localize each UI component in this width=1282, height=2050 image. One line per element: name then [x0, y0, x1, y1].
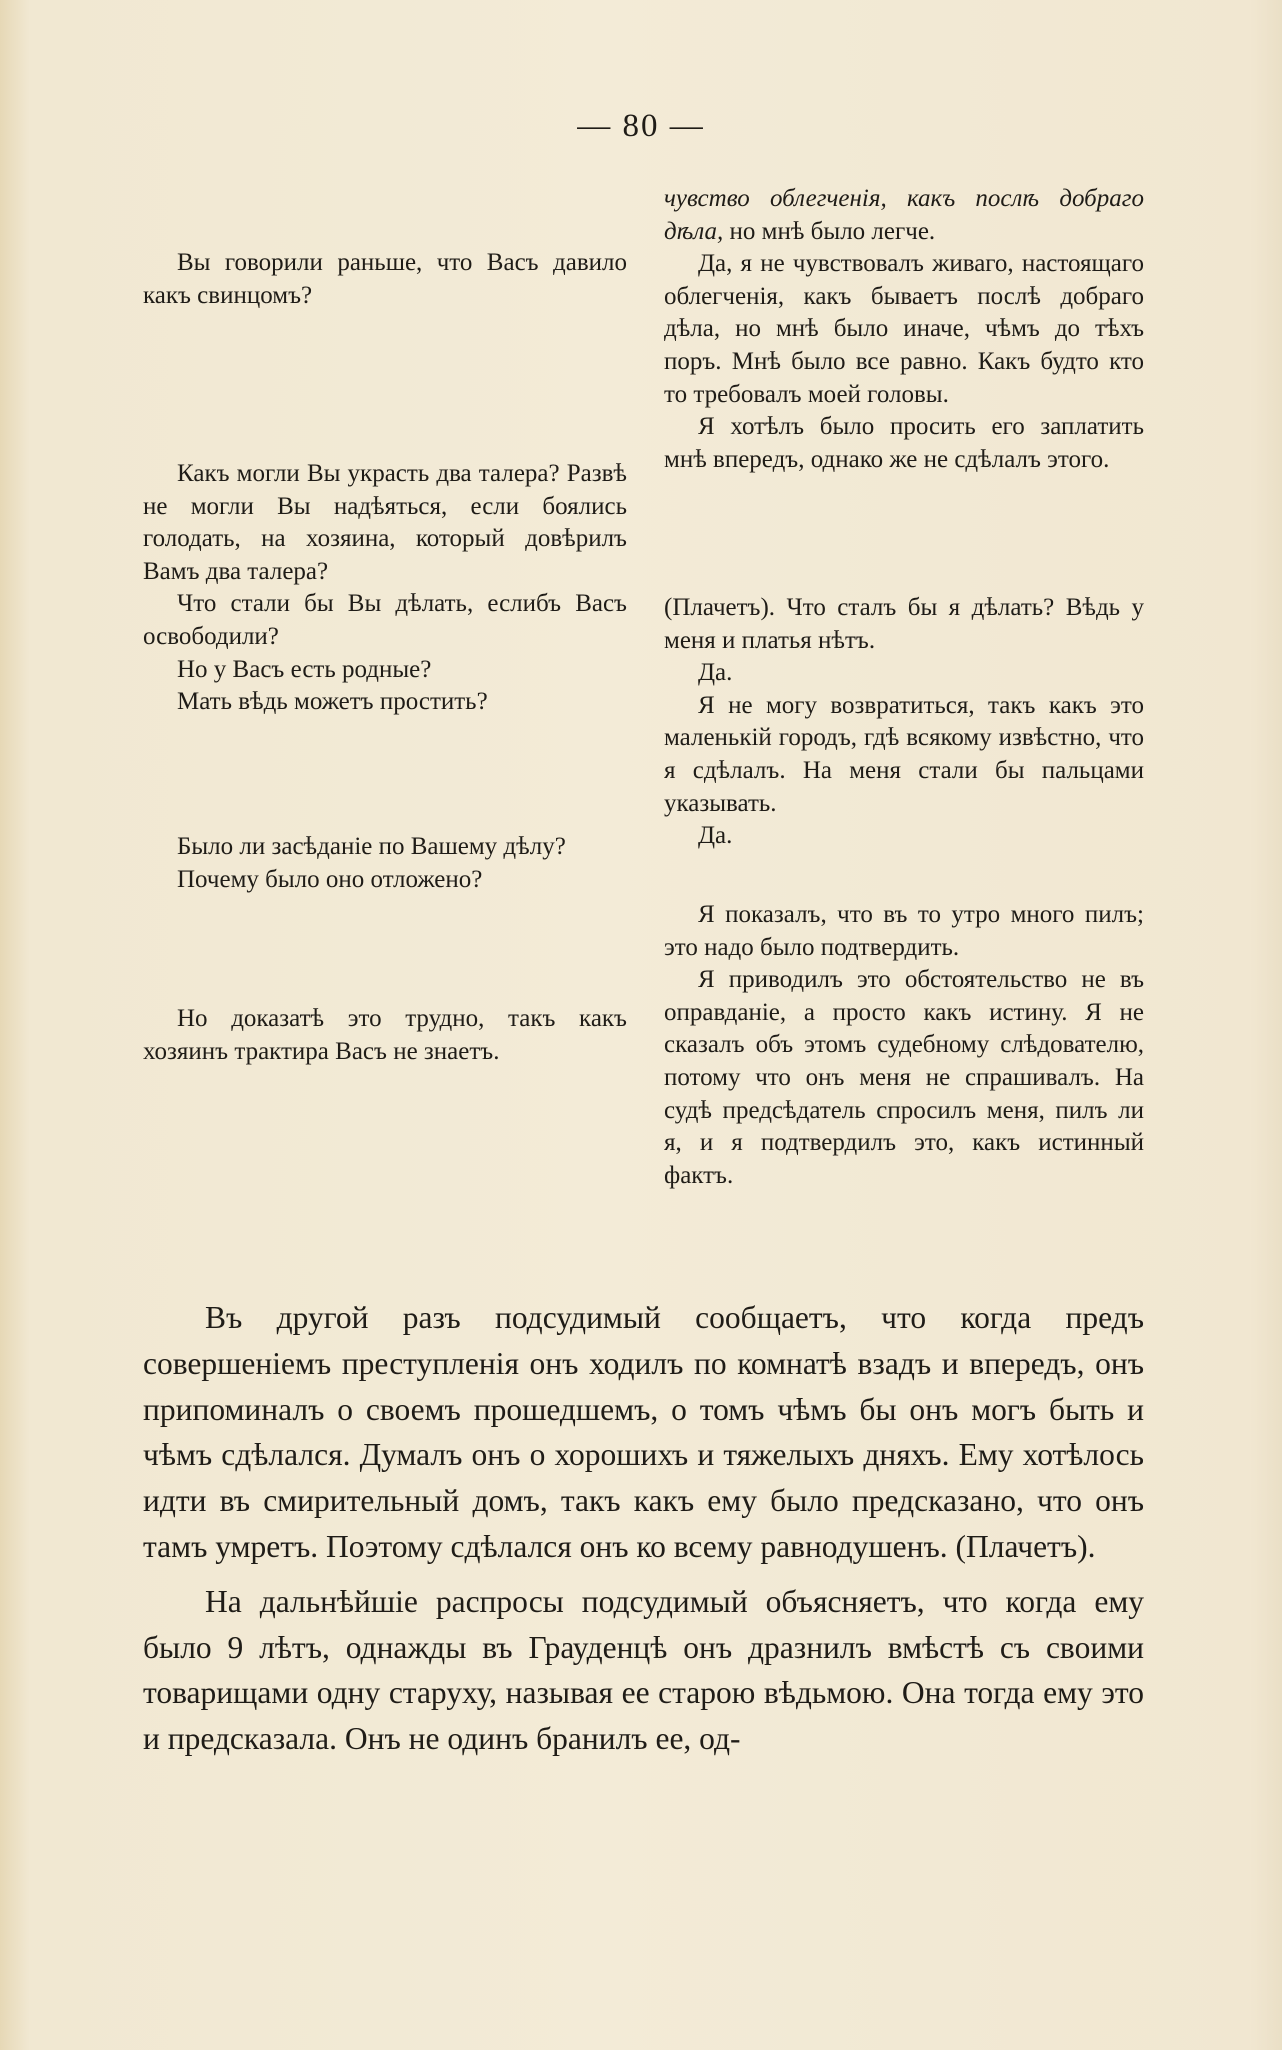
question: Вы говорили раньше, что Васъ давило какъ свинцомъ? [143, 249, 627, 309]
question-block [143, 831, 627, 896]
answer: Я не могу возвратиться, такъ какъ это маленькій городъ, гдѣ всякому извѣстно, что я сдѣлалъ. На меня стали бы пальцами указывать. [664, 691, 1144, 817]
answer: (Плачетъ). Что сталъ бы я дѣлать? Вѣдь у меня и платья нѣтъ. [664, 594, 1144, 654]
question: Какъ могли Вы украсть два талера? Развѣ не могли Вы надѣяться, если боялись голодать, на хозяина, который довѣрилъ Вамъ два талера? [143, 460, 627, 585]
answer: Да, я не чувствовалъ живаго, настоящаго облегченія, какъ бываетъ послѣ добраго дѣла, но мнѣ было иначе, чѣмъ до тѣхъ поръ. Мнѣ было все равно. Какъ будто кто то требовалъ моей головы. [664, 250, 1144, 408]
answer-rest: но мнѣ было легче. [729, 217, 936, 245]
answer-italic-part: чувство облегченія, какъ послѣ добраго дѣла, [664, 185, 1144, 245]
paragraph: Въ другой разъ подсудимый сообщаетъ, что когда предъ совершеніемъ преступленія онъ ходилъ по комнатѣ взадъ и впередъ, онъ припоминалъ о своемъ прошедшемъ, о томъ чѣмъ бы онъ могъ быть и чѣмъ сдѣлался. Думалъ онъ о хорошихъ и тяжелыхъ дняхъ. Ему хотѣлось идти въ смирительный домъ, такъ какъ ему было предсказано, что онъ тамъ умретъ. Поэтому сдѣлался онъ ко всему равнодушенъ. (Плачетъ). [143, 1300, 1144, 1564]
answer: Я хотѣлъ было просить его заплатить мнѣ впередъ, однако же не сдѣлалъ этого. [664, 413, 1144, 473]
answer: Я приводилъ это обстоятельство не въ оправданіе, а просто какъ истину. Я не сказалъ объ этомъ судебному слѣдователю, потому что онъ меня не спрашивалъ. На судѣ предсѣдатель спросилъ меня, пилъ ли я, и я подтвердилъ это, какъ истинный фактъ. [664, 966, 1144, 1189]
main-text [143, 1295, 1144, 1771]
answer: Я показалъ, что въ то утро много пилъ; это надо было подтвердить. [664, 901, 1144, 961]
paragraph: На дальнѣйшіе распросы подсудимый объясняетъ, что когда ему было 9 лѣтъ, однажды въ Грауденцѣ онъ дразнилъ вмѣстѣ съ своими товарищами одну старуху, называя ее старою вѣдьмою. Она тогда ему это и предсказала. Онъ не одинъ бранилъ ее, од- [143, 1583, 1144, 1757]
question: Но доказатѣ это трудно, такъ какъ хозяинъ трактира Васъ не знаетъ. [143, 1005, 627, 1065]
question-block [143, 247, 627, 312]
answer: Да. [698, 659, 733, 687]
question: Но у Васъ есть родные? [177, 655, 432, 683]
answer: Да. [698, 822, 733, 850]
answer [664, 183, 1144, 248]
page-number: — 80 — [577, 108, 705, 144]
question: Мать вѣдь можетъ простить? [177, 688, 488, 716]
answer-block [664, 899, 1144, 1192]
question: Что стали бы Вы дѣлать, еслибъ Васъ освободили? [143, 590, 627, 650]
question-block [143, 458, 627, 719]
question-block [143, 1003, 627, 1068]
question: Почему было оно отложено? [177, 865, 483, 893]
answer-block [664, 183, 1144, 476]
question: Было ли засѣданіе по Вашему дѣлу? [177, 833, 566, 860]
answer-block [664, 592, 1144, 853]
